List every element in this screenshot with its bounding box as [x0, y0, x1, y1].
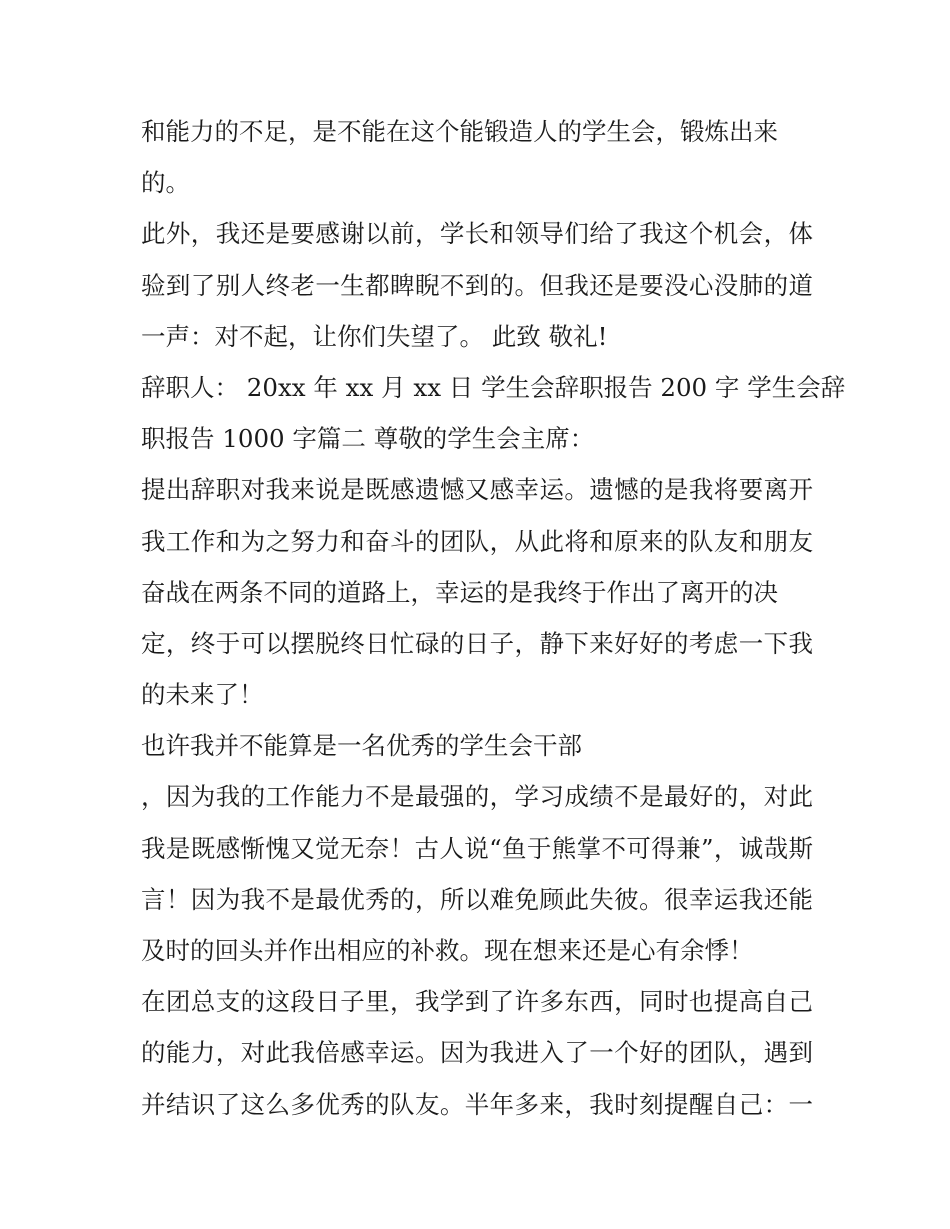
text-line: 奋战在两条不同的道路上，幸运的是我终于作出了离开的决 — [141, 577, 778, 607]
text-line: 此外，我还是要感谢以前，学长和领导们给了我这个机会，体 — [141, 219, 813, 249]
text-line: 我是既感惭愧又觉无奈！古人说“鱼于熊掌不可得兼”，诚哉斯 — [141, 833, 813, 863]
text-line: 我工作和为之努力和奋斗的团队，从此将和原来的队友和朋友 — [141, 526, 813, 556]
text-line: ，因为我的工作能力不是最强的，学习成绩不是最好的，对此 — [141, 782, 813, 812]
document-body — [141, 106, 846, 1130]
text-line: 的未来了！ — [141, 680, 264, 710]
text-line: 验到了别人终老一生都睥睨不到的。但我还是要没心没肺的道 — [141, 270, 813, 300]
text-line: 也许我并不能算是一名优秀的学生会干部 — [141, 731, 582, 761]
text-line: 在团总支的这段日子里，我学到了许多东西，同时也提高自己 — [141, 987, 813, 1017]
text-line: 的能力，对此我倍感幸运。因为我进入了一个好的团队，遇到 — [141, 1038, 813, 1068]
text-line: 一声：对不起，让你们失望了。 此致 敬礼! — [141, 321, 608, 351]
text-line: 职报告 1000 字篇二 尊敬的学生会主席： — [141, 424, 595, 454]
text-line: 提出辞职对我来说是既感遗憾又感幸运。遗憾的是我将要离开 — [141, 475, 813, 505]
text-line: 辞职人： 20xx 年 xx 月 xx 日 学生会辞职报告 200 字 学生会辞 — [141, 372, 846, 402]
text-line: 的。 — [141, 168, 190, 198]
text-line: 和能力的不足，是不能在这个能锻造人的学生会，锻炼出来 — [141, 117, 778, 146]
text-line: 言！因为我不是最优秀的，所以难免顾此失彼。很幸运我还能 — [141, 884, 813, 914]
text-line: 定，终于可以摆脱终日忙碌的日子，静下来好好的考虑一下我 — [141, 628, 813, 658]
text-line: 及时的回头并作出相应的补救。现在想来还是心有余悸！ — [141, 936, 754, 965]
text-line: 并结识了这么多优秀的队友。半年多来，我时刻提醒自己：一 — [141, 1089, 813, 1119]
